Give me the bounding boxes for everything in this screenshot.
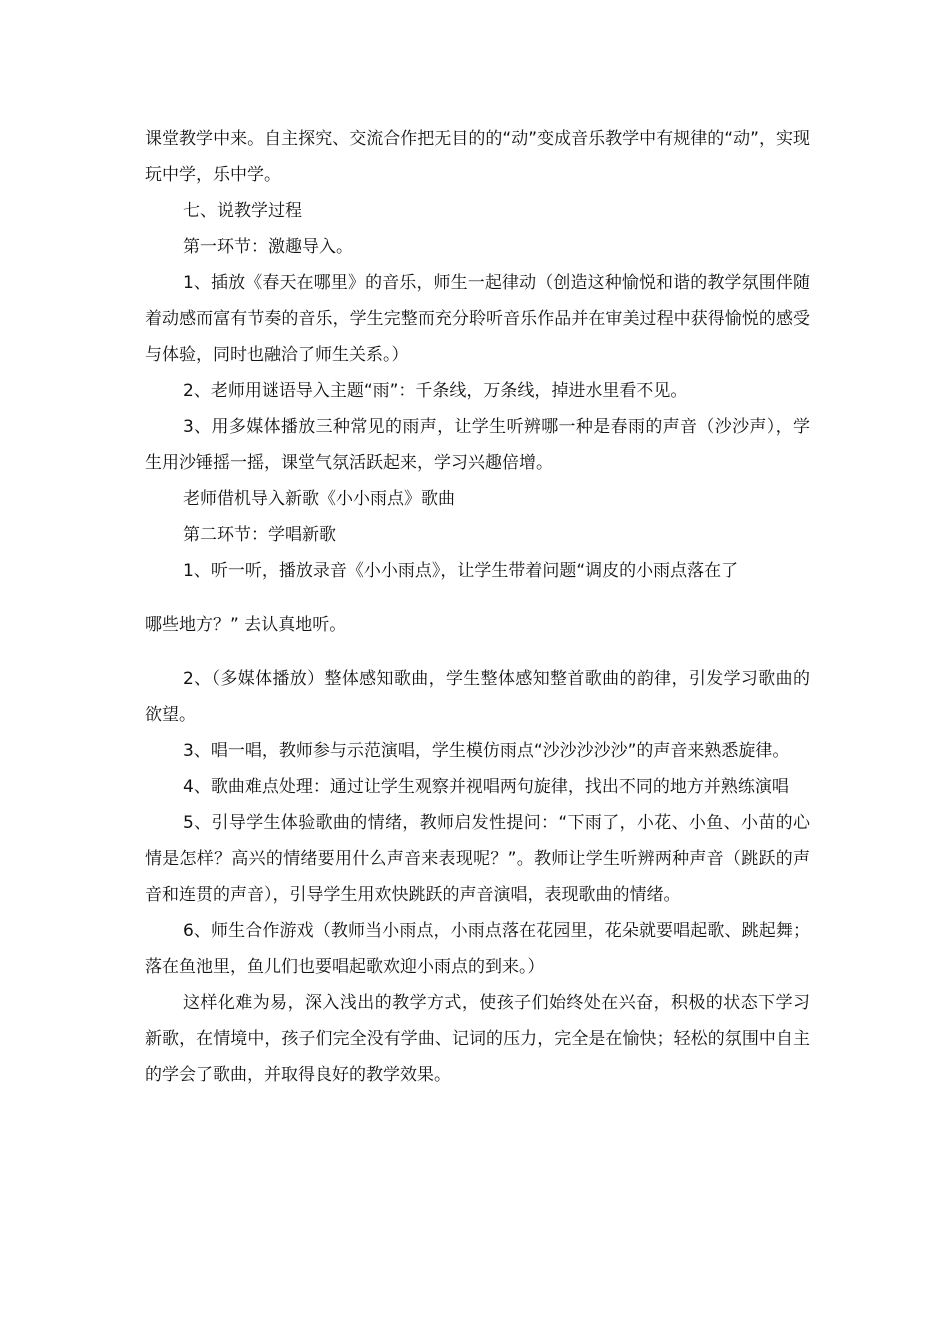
section-heading-teaching-process: 七、说教学过程 [183,201,302,221]
paragraph-conclusion: 这样化难为易，深入浅出的教学方式，使孩子们始终处在兴奋，积极的状态下学习新歌，在情境中，孩子们完全没有学曲、记词的压力，完全是在愉快；轻松的氛围中自主的学会了歌曲，并取得良好的教学效果。 [145,993,810,1085]
paragraph-step1-item1: 1、插放《春天在哪里》的音乐，师生一起律动（创造这种愉悦和谐的教学氛围伴随着动感而富有节奏的音乐，学生完整而充分聆听音乐作品并在审美过程中获得愉悦的感受与体验，同时也融洽了师生关系。） [145,273,810,365]
step-heading-1: 第一环节：激趣导入。 [183,237,353,257]
paragraph-step2-item2: 2、（多媒体播放）整体感知歌曲，学生整体感知整首歌曲的韵律，引发学习歌曲的欲望。 [145,669,810,725]
paragraph-intro: 课堂教学中来。自主探究、交流合作把无目的的“动”变成音乐教学中有规律的“动”，实现玩中学，乐中学。 [145,129,810,185]
paragraph-step1-item2: 2、老师用谜语导入主题“雨”：千条线，万条线，掉进水里看不见。 [183,381,688,401]
paragraph-step1-item3: 3、用多媒体播放三种常见的雨声，让学生听辨哪一种是春雨的声音（沙沙声），学生用沙锤摇一摇，课堂气氛活跃起来，学习兴趣倍增。 [145,417,810,473]
paragraph-step2-item1: 1、听一听，播放录音《小小雨点》，让学生带着问题“调皮的小雨点落在了 [183,561,739,581]
paragraph-step2-item1-continued: 哪些地方？” 去认真地听。 [145,615,347,635]
document-body [145,121,810,1093]
paragraph-step2-item5: 5、引导学生体验歌曲的情绪，教师启发性提问：“下雨了，小花、小鱼、小苗的心情是怎样？高兴的情绪要用什么声音来表现呢？”。教师让学生听辨两种声音（跳跃的声音和连贯的声音），引导学生用欢快跳跃的声音演唱，表现歌曲的情绪。 [145,813,810,905]
paragraph-step1-transition: 老师借机导入新歌《小小雨点》歌曲 [183,489,455,509]
step-heading-2: 第二环节：学唱新歌 [183,525,336,545]
paragraph-step2-item6: 6、师生合作游戏（教师当小雨点，小雨点落在花园里，花朵就要唱起歌、跳起舞；落在鱼池里，鱼儿们也要唱起歌欢迎小雨点的到来。） [145,921,810,977]
paragraph-step2-item3: 3、唱一唱，教师参与示范演唱，学生模仿雨点“沙沙沙沙沙”的声音来熟悉旋律。 [183,741,790,761]
paragraph-step2-item4: 4、歌曲难点处理：通过让学生观察并视唱两句旋律，找出不同的地方并熟练演唱 [183,777,789,797]
